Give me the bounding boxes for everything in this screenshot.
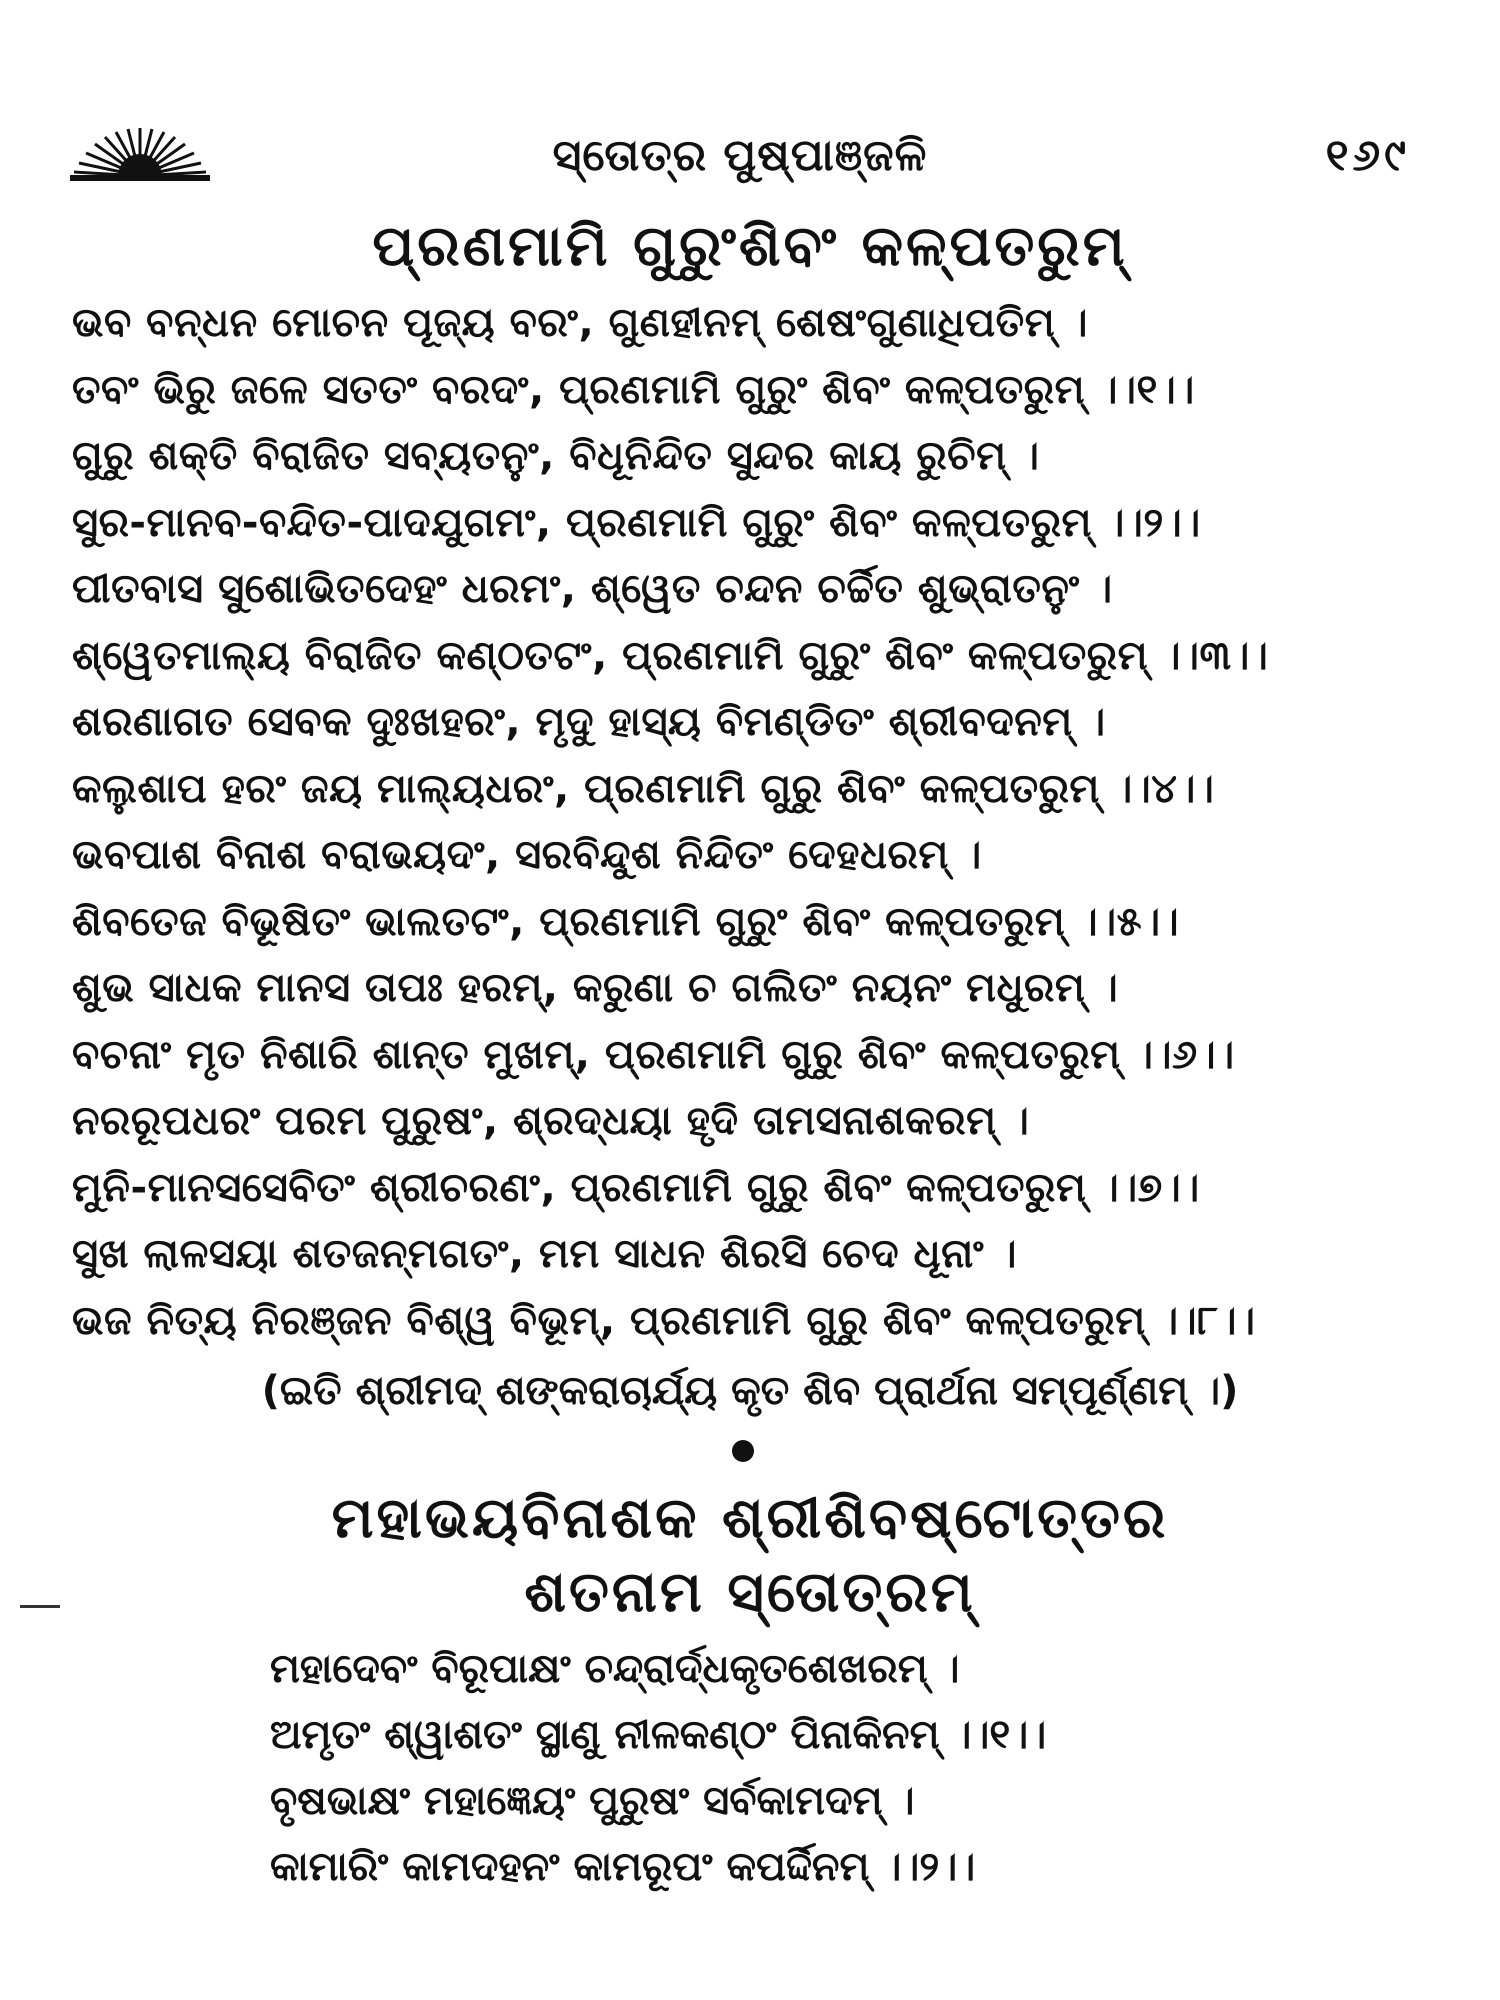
page-header xyxy=(70,118,1410,198)
margin-mark xyxy=(20,1605,60,1608)
verse-line: ବଚନାଂ ମୃତ ନିଶାରି ଶାନ୍ତ ମୁଖମ୍, ପ୍ରଣମାମି ଗୁରୁ ଶିବଂ କଳ୍ପତରୁମ୍ ।।୬।। xyxy=(72,1031,1235,1078)
verse-line: ଅମୃତଂ ଶ୍ୱାଶତଂ ସ୍ଥାଣୁ ନୀଳକଣ୍ଠଂ ପିନାକିନମ୍ ।।୧।। xyxy=(270,1712,1047,1758)
verse-line: ମୁନି-ମାନସସେବିତଂ ଶ୍ରୀଚରଣଂ, ପ୍ରଣମାମି ଗୁରୁ ଶିବଂ କଳ୍ପତରୁମ୍ ।।୭।। xyxy=(72,1164,1200,1211)
hymn-title-line-1: ମହାଭୟବିନାଶକ ଶ୍ରୀଶିବଷ୍ଟୋତ୍ତର xyxy=(331,1486,1169,1551)
hymn-title: ପ୍ରଣମାମି ଗୁରୁଂଶିବଂ କଳ୍ପତରୁମ୍ xyxy=(372,214,1128,279)
verse-line: ତବଂ ଭିରୁ ଜଳେ ସତତଂ ବରଦଂ, ପ୍ରଣମାମି ଗୁରୁଂ ଶିବଂ କଳ୍ପତରୁମ୍ ।।୧।। xyxy=(72,366,1195,413)
verse-line: ସୁଖ ଲାଳସୟା ଶତଜନ୍ମଗତଂ, ମମ ସାଧନ ଶିରସି ଚେଦ ଧୂନାଂ । xyxy=(72,1231,1017,1277)
verse-line: ଶ୍ୱେତମାଲ୍ୟ ବିରାଜିତ କଣ୍ଠତଟଂ, ପ୍ରଣମାମି ଗୁରୁଂ ଶିବଂ କଳ୍ପତରୁମ୍ ।।୩।। xyxy=(72,632,1269,679)
running-title: ସ୍ତୋତ୍ର ପୁଷ୍ପାଞ୍ଜଳି xyxy=(552,130,928,181)
verse-line: ପୀତବାସ ସୁଶୋଭିତଦେହଂ ଧରମଂ, ଶ୍ୱେତ ଚନ୍ଦନ ଚର୍ଚ୍ଚିତ ଶୁଭ୍ରାତନୁଂ । xyxy=(72,566,1113,612)
verse-line: କଲୁଶାପ ହରଂ ଜୟ ମାଲ୍ୟଧରଂ, ପ୍ରଣମାମି ଗୁରୁ ଶିବଂ କଳ୍ପତରୁମ୍ ।।୪।। xyxy=(72,765,1215,812)
verse-line: ଭବ ବନ୍ଧନ ମୋଚନ ପୂଜ୍ୟ ବରଂ, ଗୁଣହୀନମ୍ ଶେଷଂଗୁଣାଧିପତିମ୍ । xyxy=(72,300,1089,346)
verse-line: ମହାଦେବଂ ବିରୂପାକ୍ଷଂ ଚନ୍ଦ୍ରାର୍ଦ୍ଧକୃତଶେଖରମ୍ । xyxy=(270,1646,960,1692)
verse-line: ଶିବତେଜ ବିଭୂଷିତଂ ଭାଲତଟଂ, ପ୍ରଣମାମି ଗୁରୁଂ ଶିବଂ କଳ୍ପତରୁମ୍ ।।୫।। xyxy=(72,898,1180,945)
verse-line: ଗୁରୁ ଶକ୍ତି ବିରାଜିତ ସବ୍ୟତନୁଂ, ବିଧୂନିନ୍ଦିତ ସୁନ୍ଦର କାୟ ରୁଚିମ୍ । xyxy=(72,433,1040,479)
verse-line: ଶୁଭ ସାଧକ ମାନସ ତାପଃ ହରମ୍, କରୁଣା ଚ ଗଲିତଂ ନୟନଂ ମଧୁରମ୍ । xyxy=(72,965,1119,1011)
section-divider xyxy=(732,1440,754,1462)
verse-line: ଭଜ ନିତ୍ୟ ନିରଞ୍ଜନ ବିଶ୍ୱ ବିଭୂମ୍, ପ୍ରଣମାମି ଗୁରୁ ଶିବଂ କଳ୍ପତରୁମ୍ ।।୮।। xyxy=(72,1297,1256,1344)
verse-line: କାମାରିଂ କାମଦହନଂ କାମରୂପଂ କପର୍ଦ୍ଦିନମ୍ ।।୨।। xyxy=(270,1844,976,1890)
verse-list xyxy=(270,1636,1420,1900)
verse-line: ଶରଣାଗତ ସେବକ ଦୁଃଖହରଂ, ମୃଦୁ ହାସ୍ୟ ବିମଣ୍ଡିତଂ ଶ୍ରୀବଦନମ୍ । xyxy=(72,699,1106,745)
verse-line: ସୁର-ମାନବ-ବନ୍ଦିତ-ପାଦଯୁଗମଂ, ପ୍ରଣମାମି ଗୁରୁଂ ଶିବଂ କଳ୍ପତରୁମ୍ ।।୨।। xyxy=(72,499,1201,546)
verse-list xyxy=(72,290,1442,1354)
verse-line: ବୃଷଭାକ୍ଷଂ ମହାଜ୍ଞେୟଂ ପୁରୁଷଂ ସର୍ବକାମଦମ୍ । xyxy=(270,1778,915,1824)
verse-line: ନରରୂପଧରଂ ପରମ ପୁରୁଷଂ, ଶ୍ରଦ୍ଧୟା ହୃଦି ତାମସନାଶକରମ୍ । xyxy=(72,1098,1030,1144)
colophon: (ଇତି ଶ୍ରୀମଦ୍ ଶଙ୍କରାଚାର୍ଯ୍ୟ କୃତ ଶିବ ପ୍ରାର୍ଥନା ସମ୍ପୂର୍ଣ୍ଣମ୍ ।) xyxy=(261,1368,1239,1414)
page-number: ୧୬୯ xyxy=(1325,130,1410,181)
hymn-title-line-2: ଶତନାମ ସ୍ତୋତ୍ରମ୍ xyxy=(524,1560,976,1625)
verse-line: ଭବପାଶ ବିନାଶ ବରାଭୟଦଂ, ସରବିନ୍ଦୁଶ ନିନ୍ଦିତଂ ଦେହଧରମ୍ । xyxy=(72,832,982,878)
